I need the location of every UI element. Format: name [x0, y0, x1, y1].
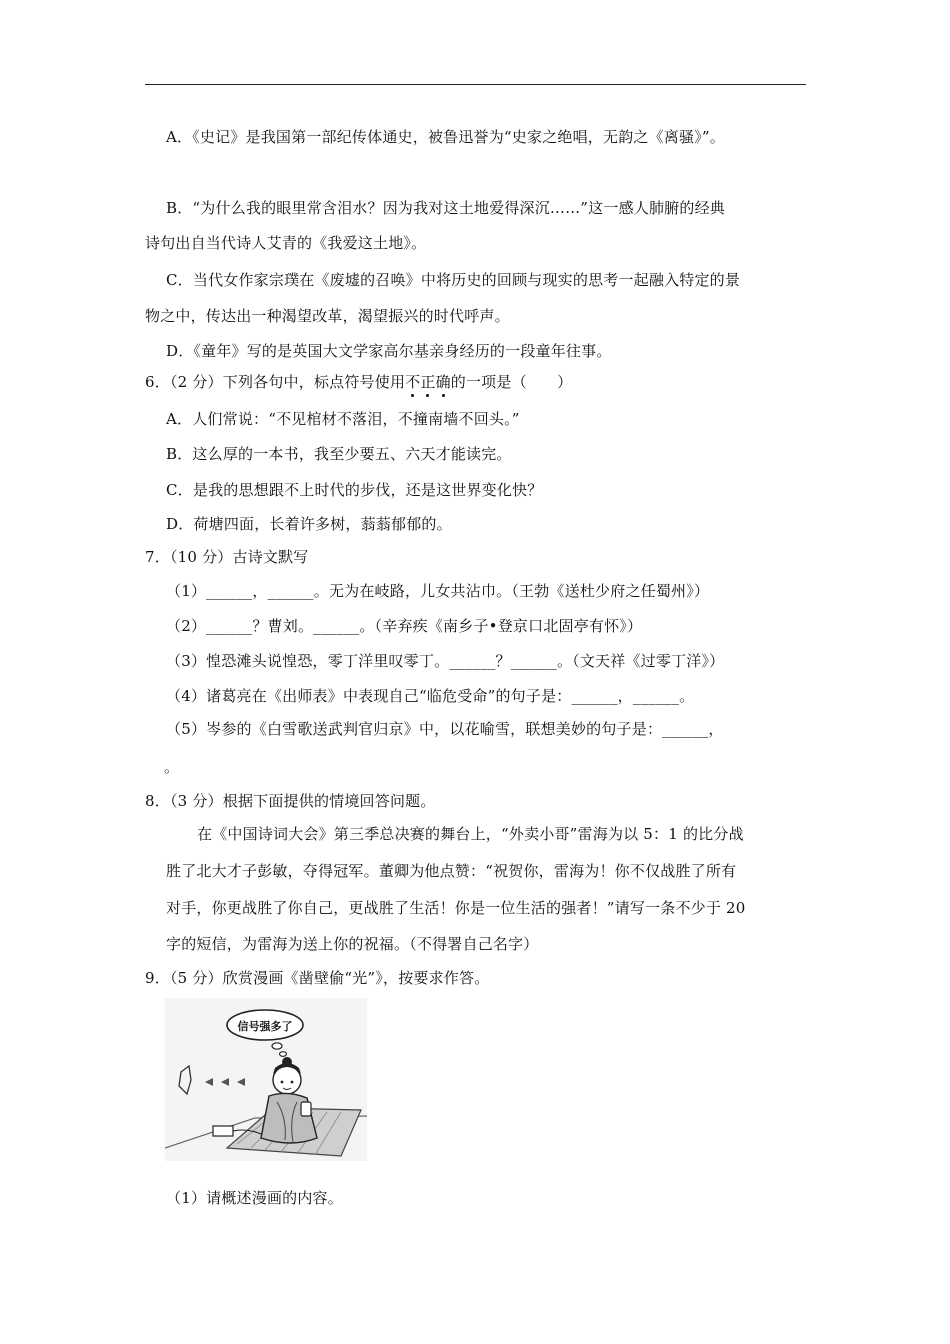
- q5-option-b-line1: B．“为什么我的眼里常含泪水？因为我对这土地爱得深沉……”这一感人肺腑的经典: [166, 199, 725, 217]
- q7-item-5-line2: 。: [164, 758, 180, 776]
- q5-option-a: A．《史记》是我国第一部纪传体通史，被鲁迅誉为“史家之绝唱，无韵之《离骚》”。: [166, 128, 725, 146]
- q6-option-d: D．荷塘四面，长着许多树，蓊蓊郁郁的。: [166, 515, 452, 533]
- q8-passage-line2: 胜了北大才子彭敏，夺得冠军。董卿为他点赞：“祝贺你，雷海为！你不仅战胜了所有: [166, 862, 737, 880]
- cartoon-image: [165, 998, 367, 1161]
- q6-stem-pre: 6．（2 分）下列各句中，标点符号使用: [145, 373, 406, 391]
- q7-item-2: （2）______？曹刘。______。（辛弃疾《南乡子•登京口北固亭有怀》）: [166, 617, 643, 635]
- q5-option-c-line1: C．当代女作家宗璞在《废墟的召唤》中将历史的回顾与现实的思考一起融入特定的景: [166, 271, 741, 289]
- q6-option-a: A．人们常说：“不见棺材不落泪，不撞南墙不回头。”: [166, 410, 520, 428]
- q8-passage-line1: 在《中国诗词大会》第三季总决赛的舞台上，“外卖小哥”雷海为以 5：1 的比分战: [197, 825, 744, 843]
- q9-subquestion-1: （1）请概述漫画的内容。: [166, 1189, 343, 1207]
- cartoon-bubble-text: 信号强多了: [237, 1021, 293, 1033]
- q7-item-1: （1）______，______。无为在岐路，儿女共沾巾。（王勃《送杜少府之任蜀州》）: [166, 582, 710, 600]
- q6-emphasis-char-1: 不: [405, 373, 421, 391]
- q9-stem: 9．（5 分）欣赏漫画《凿壁偷“光”》，按要求作答。: [145, 969, 490, 987]
- q6-emphasis-char-2: 正: [420, 373, 436, 391]
- q8-passage-line3: 对手，你更战胜了你自己，更战胜了生活！你是一位生活的强者！”请写一条不少于 20: [166, 899, 746, 917]
- q5-option-d: D．《童年》写的是英国大文学家高尔基亲身经历的一段童年往事。: [166, 342, 612, 360]
- q8-passage-line4: 字的短信，为雷海为送上你的祝福。（不得署自己名字）: [166, 935, 539, 953]
- q6-option-b: B．这么厚的一本书，我至少要五、六天才能读完。: [166, 445, 512, 463]
- q6-emphasis-char-3: 确: [435, 373, 451, 391]
- q5-option-c-line2: 物之中，传达出一种渴望改革，渴望振兴的时代呼声。: [145, 307, 510, 325]
- header-rule: [145, 84, 806, 85]
- q7-stem: 7．（10 分）古诗文默写: [145, 548, 309, 566]
- q8-stem: 8．（3 分）根据下面提供的情境回答问题。: [145, 792, 436, 810]
- q5-option-b-line2: 诗句出自当代诗人艾青的《我爱这土地》。: [145, 234, 427, 252]
- q7-item-4: （4）诸葛亮在《出师表》中表现自己“临危受命”的句子是：______，______。: [166, 687, 695, 705]
- q7-item-5-line1: （5）岑参的《白雪歌送武判官归京》中，以花喻雪，联想美妙的句子是：______，: [166, 720, 724, 738]
- q6-stem-post: 的一项是（ ）: [450, 373, 573, 391]
- q7-item-3: （3）惶恐滩头说惶恐，零丁洋里叹零丁。______？______。（文天祥《过零丁洋》）: [166, 652, 725, 670]
- q6-option-c: C．是我的思想跟不上时代的步伐，还是这世界变化快？: [166, 481, 543, 499]
- q6-stem: [145, 372, 572, 392]
